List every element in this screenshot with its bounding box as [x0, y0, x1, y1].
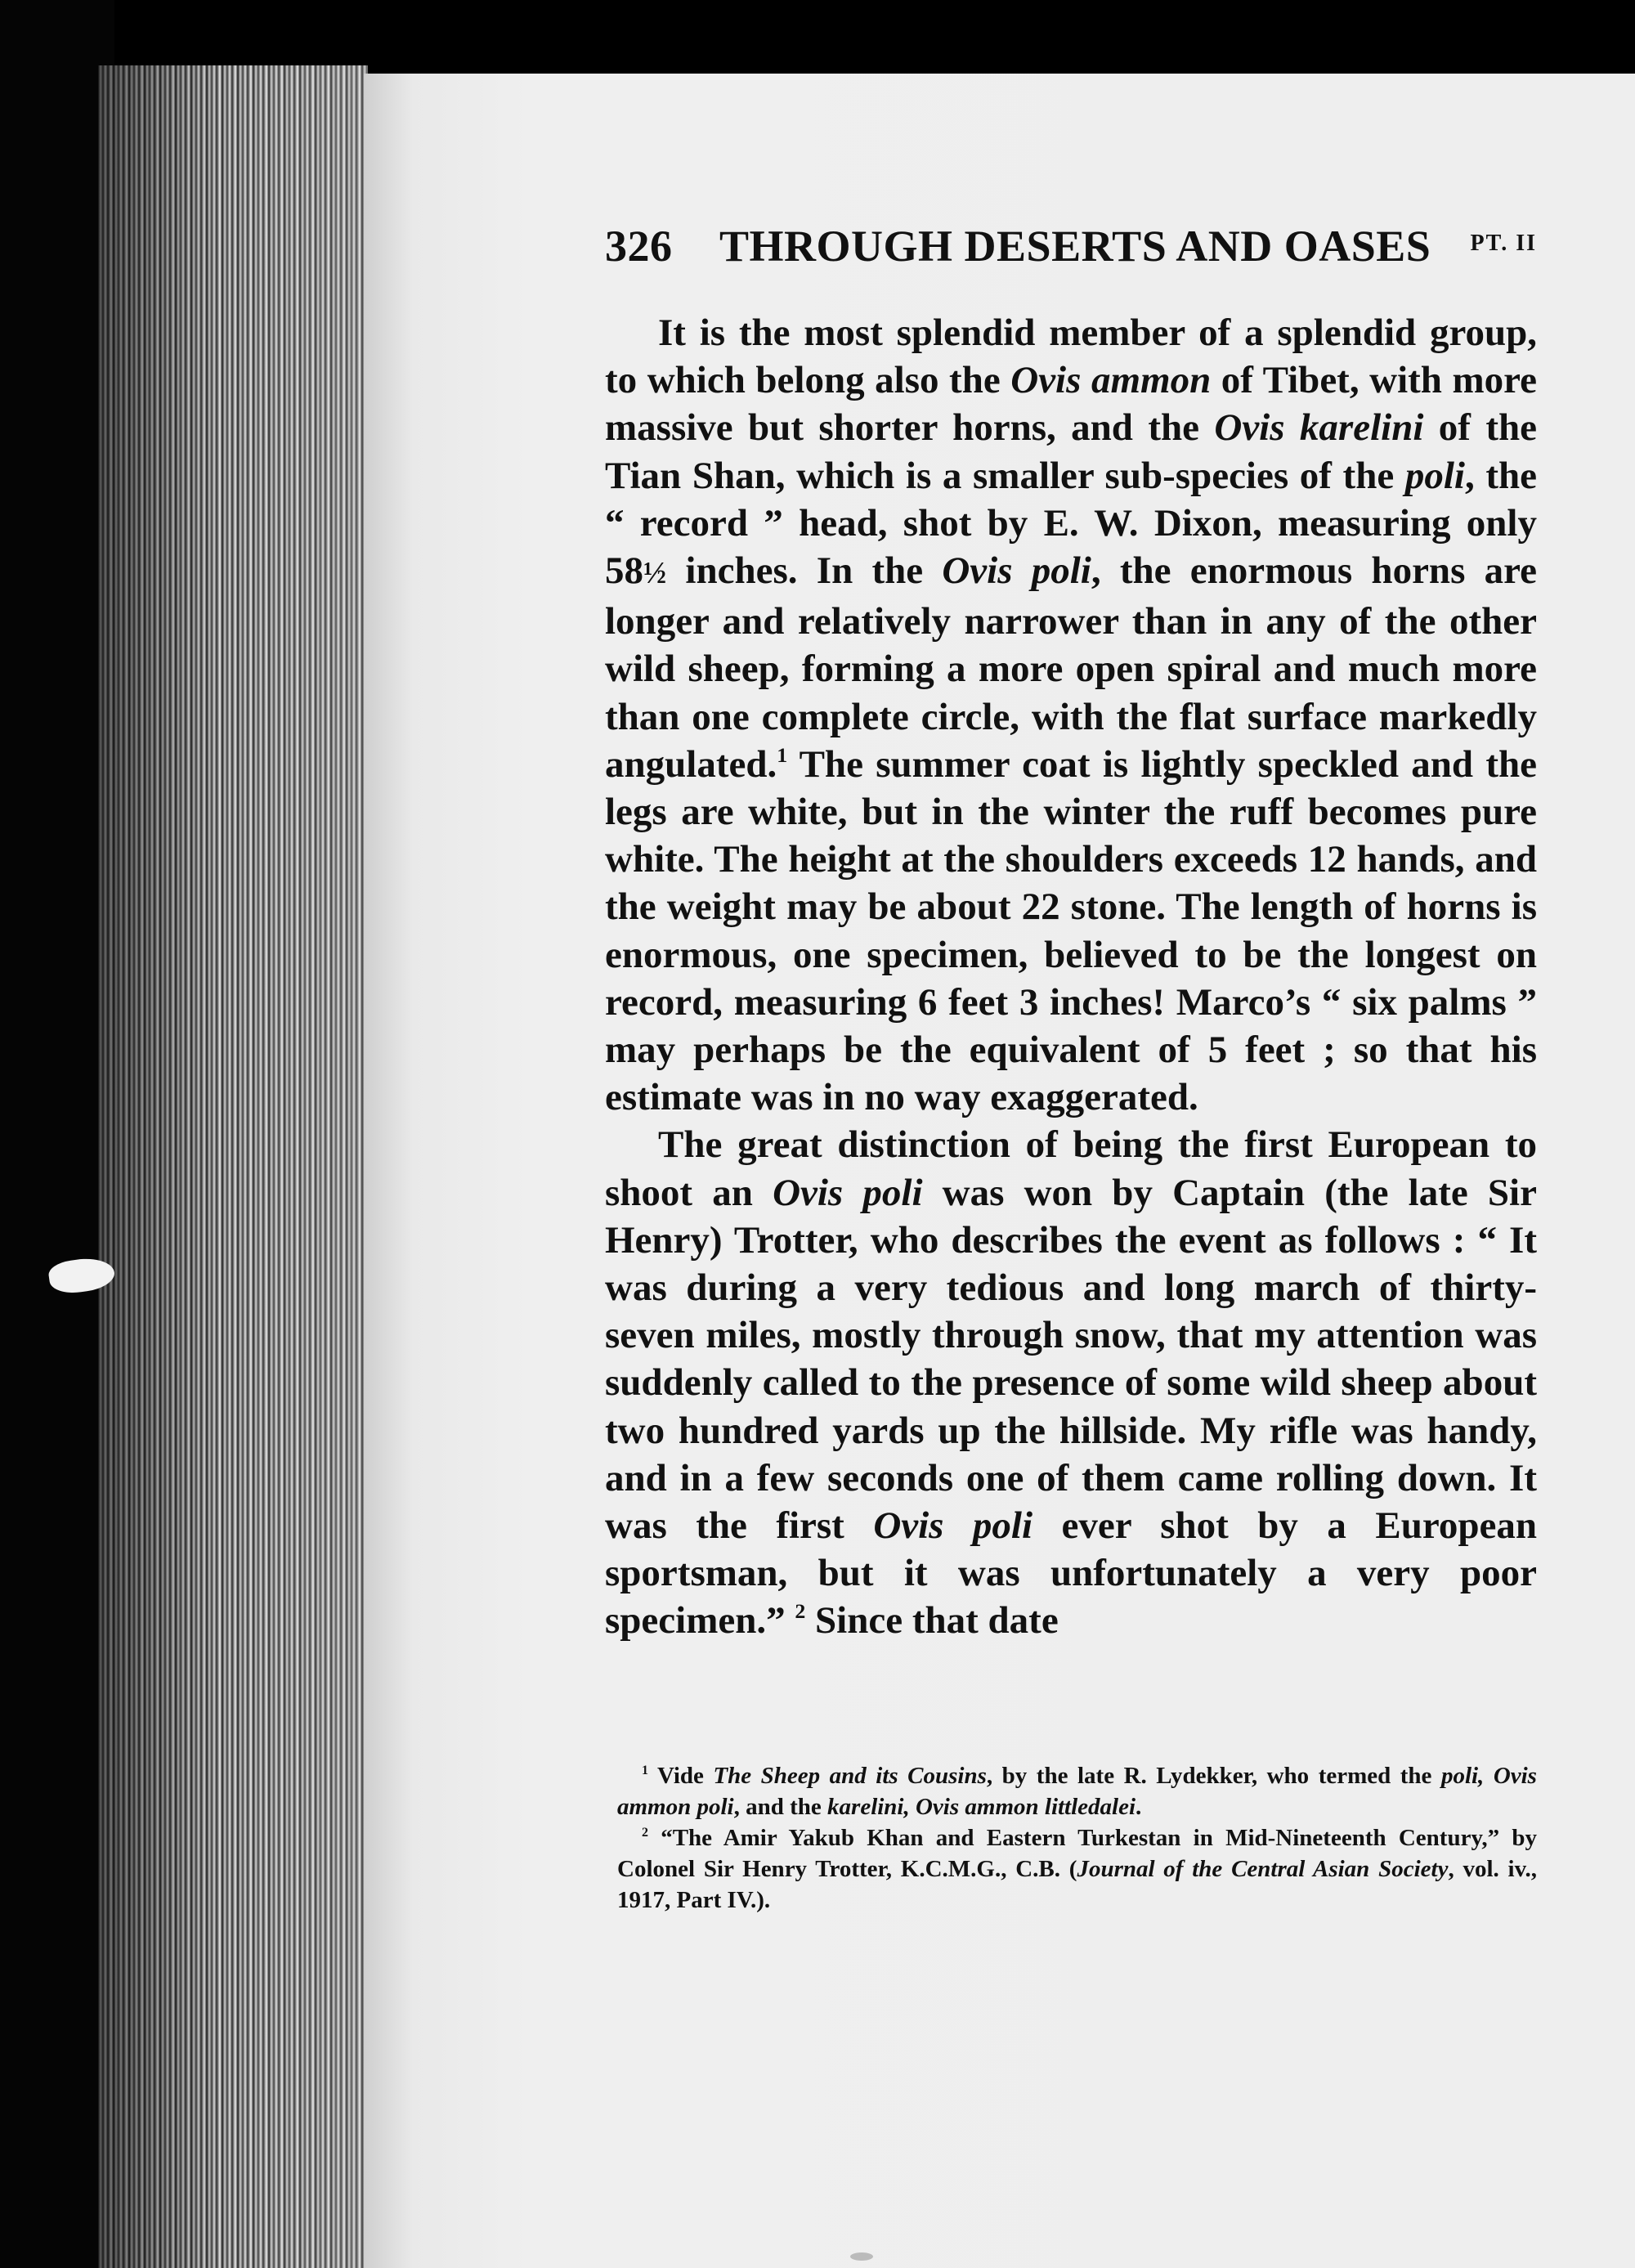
- text-run: It is the most splendid member of a splendid group, to which belong also the: [605, 312, 1537, 402]
- text-run: , vol. iv., 1917, Part IV.).: [617, 1856, 1538, 1913]
- footnote-marker: 2: [642, 1825, 648, 1840]
- italic-text: The Sheep and its Cousins: [713, 1763, 987, 1789]
- italic-text: Journal of the Central Asian Society: [1077, 1856, 1449, 1882]
- text-run: Since that date: [805, 1599, 1059, 1643]
- scan-border-left: [0, 0, 114, 2268]
- text-run: .: [1136, 1794, 1142, 1820]
- italic-text: karelini, Ovis ammon littledalei: [827, 1794, 1136, 1820]
- text-run: Vide: [647, 1763, 714, 1789]
- running-title: THROUGH DESERTS AND OASES: [719, 222, 1431, 271]
- text-run: , and the: [733, 1794, 828, 1820]
- fraction: ½: [643, 557, 667, 591]
- italic-text: Ovis poli: [942, 549, 1091, 593]
- footnote: [617, 1822, 1537, 1916]
- scan-speck: [850, 2252, 873, 2261]
- italic-text: Ovis karelini: [1214, 406, 1424, 450]
- paragraph: [605, 309, 1537, 1121]
- italic-text: Ovis poli: [773, 1171, 923, 1214]
- text-run: inches. In the: [666, 549, 943, 593]
- running-header: [605, 221, 1537, 286]
- footnote-marker: 1: [642, 1763, 648, 1777]
- page-edges: [98, 65, 368, 2268]
- text-run: , by the late R. Lydekker, who termed the: [986, 1763, 1441, 1789]
- italic-text: poli: [1404, 454, 1465, 497]
- footnote: [617, 1760, 1537, 1822]
- part-label: PT. II: [1470, 231, 1537, 256]
- footnotes: [617, 1760, 1537, 1916]
- text-run: of Tibet, with more massive but shorter horns, and the: [605, 359, 1537, 450]
- text-run: The summer coat is lightly speckled and the legs are white, but in the winter the ruff becomes pure white. The height at the shoulders exceeds 12 hands, and the weight may be about 22 stone. The length of horns is enormous, one specimen, believed to be the longest on record, measuring 6 feet 3 inches! Marco’s “ six palms ” may perhaps be the equivalent of 5 feet ; so that his estimate was in no way exaggerated.: [605, 742, 1537, 1119]
- body-text: [605, 309, 1537, 1645]
- footnote-marker: 2: [795, 1599, 806, 1624]
- footnote-marker: 1: [777, 742, 788, 767]
- italic-text: Ovis ammon: [1010, 359, 1212, 402]
- text-run: “The Amir Yakub Khan and Eastern Turkestan in Mid-Nineteenth Century,” by Colonel Sir Henry Trotter, K.C.M.G., C.B. (: [617, 1825, 1537, 1882]
- italic-text: poli, Ovis ammon poli: [617, 1763, 1537, 1820]
- text-run: was won by Captain (the late Sir Henry) Trotter, who describes the event as follows : “ It was during a very tedious and long march of thirty-seven miles, mostly through snow, that my attention was suddenly called to the presence of some wild sheep about two hundred yards up the hillside. My rifle was handy, and in a few seconds one of them came rolling down. It was the first: [605, 1171, 1537, 1548]
- text-run: ever shot by a European sportsman, but it was unfortunately a very poor specimen.”: [605, 1504, 1537, 1643]
- page-number: 326: [605, 222, 673, 271]
- text-run: of the Tian Shan, which is a smaller sub-species of the: [605, 406, 1537, 497]
- text-run: , the “ record ” head, shot by E. W. Dixon, measuring only 58: [605, 454, 1537, 593]
- text-run: , the enormous horns are longer and relatively narrower than in any of the other wild sheep, forming a more open spiral and much more than one complete circle, with the flat surface markedly angulated.: [605, 549, 1537, 786]
- italic-text: Ovis poli: [873, 1504, 1033, 1548]
- paragraph: [605, 1121, 1537, 1644]
- text-run: The great distinction of being the first European to shoot an: [605, 1123, 1537, 1214]
